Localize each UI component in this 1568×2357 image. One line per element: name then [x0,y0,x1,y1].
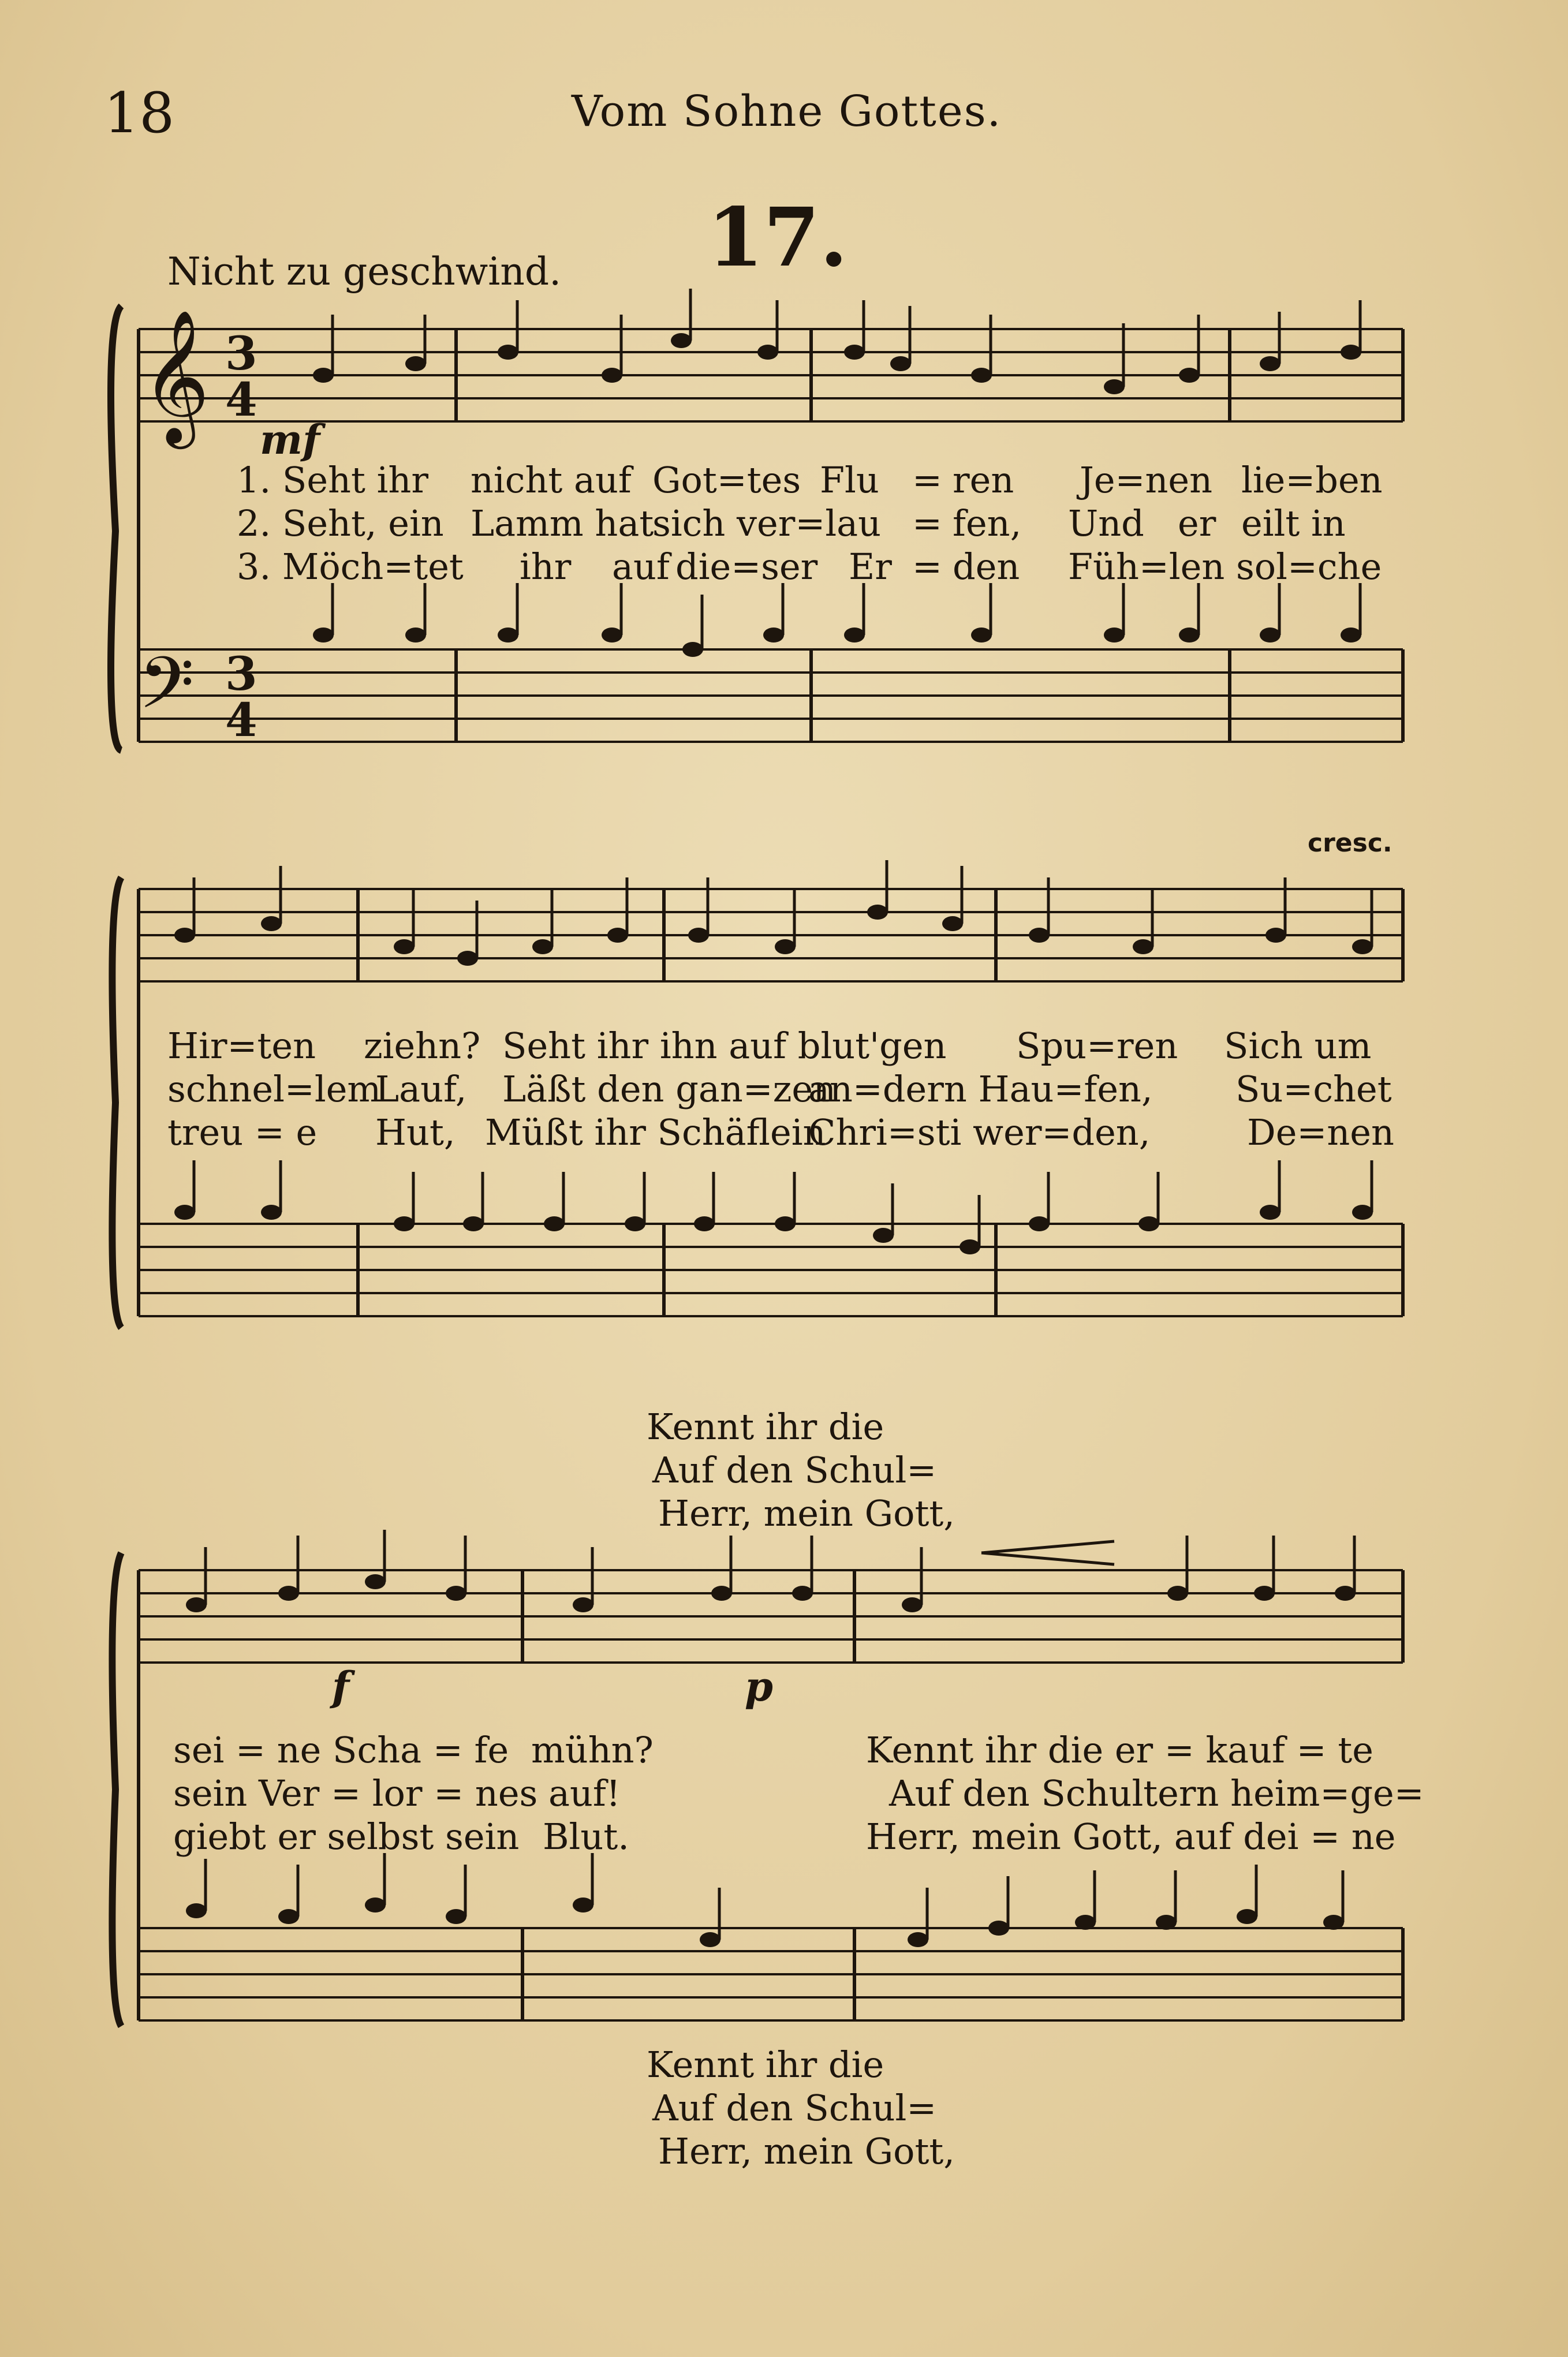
lyric-s2-v3-4: Chri=sti wer=den, [808,1111,1151,1153]
lyric-s3-v2-1: sein Ver = lor = nes [173,1772,538,1814]
lyric-s1-v3-6: = [912,546,942,588]
lyric-s1-v3-4: die=ser [675,546,818,588]
system3-brace [112,1553,121,2026]
lyric-s2-v3-1: treu = e [167,1111,318,1153]
lyric-s2-v1-4: Spu=ren [1016,1025,1178,1067]
lyric-s1-v3-7: den [953,546,1020,588]
lyric-s1-v1-7: Je=nen [1080,459,1213,501]
cue-lower-3: Herr, mein Gott, [658,2130,955,2172]
bass-clef-icon: 𝄢 [139,642,195,742]
lyric-s3-v1-1: sei = ne Scha = fe [173,1729,509,1771]
lyric-s1-v3-3: auf [612,546,670,588]
svg-text:3: 3 [225,647,257,701]
cue-lower-1: Kennt ihr die [647,2044,884,2086]
cue-upper-1: Kennt ihr die [647,1406,884,1448]
lyric-s2-v1-3: Seht ihr ihn auf blut'gen [502,1025,947,1067]
dynamic-mf: mf [260,416,320,464]
lyric-s2-v2-4: an=dern Hau=fen, [808,1068,1153,1110]
lyric-s2-v2-5: Su=chet [1235,1068,1392,1110]
running-head: Vom Sohne Gottes. [572,87,1002,136]
system1-bass-staff [139,649,1403,742]
lyric-s1-v3-2: ihr [520,546,572,588]
lyric-s1-v1-3: Got=tes [652,459,801,501]
lyric-s3-v3-1: giebt er selbst sein [173,1816,520,1858]
lyric-s1-v1-5: = [912,459,942,501]
svg-text:3: 3 [225,326,257,380]
lyric-s2-v3-5: De=nen [1247,1111,1394,1153]
lyric-s3-v1-2: mühn? [531,1729,654,1771]
dynamic-p: p [745,1663,773,1710]
lyric-s1-v2-2: Lamm hat [471,502,654,544]
lyric-s1-v2-6: Und [1068,502,1144,544]
cue-upper-3: Herr, mein Gott, [658,1492,955,1534]
cue-lower-2: Auf den Schul= [652,2087,937,2129]
system1-brace [111,306,121,750]
lyric-s3-v3-2: Blut. [543,1816,629,1858]
treble-clef-icon: 𝄞 [141,309,210,443]
lyric-s2-v3-2: Hut, [375,1111,456,1153]
lyric-s1-v2-3: sich ver=lau [652,502,882,544]
lyric-s1-v1-2: nicht auf [471,459,632,501]
lyric-s2-v1-1: Hir=ten [167,1025,316,1067]
lyric-s1-v2-7: er [1178,502,1216,544]
system2-treble-staff [139,889,1403,981]
lyric-s1-v2-8: eilt in [1241,502,1346,544]
svg-text:4: 4 [225,372,257,427]
lyric-s2-v3-3: Müßt ihr Schäflein [485,1111,826,1153]
lyric-s3-v2-3: Auf den Schultern heim=ge= [889,1772,1424,1814]
page-number: 18 [104,81,175,145]
lyric-s3-v3-3: Herr, mein Gott, auf dei = ne [866,1816,1396,1858]
lyric-s1-v3-5: Er [849,546,892,588]
dynamic-f: f [332,1663,350,1710]
lyric-s1-v2-5: fen, [953,502,1022,544]
tempo-marking: Nicht zu geschwind. [167,249,562,294]
lyric-s2-v1-5: Sich um [1224,1025,1372,1067]
lyric-s1-v1-1: 1. Seht ihr [237,459,428,501]
lyric-s2-v2-1: schnel=lem [167,1068,382,1110]
lyric-s2-v2-3: Läßt den gan=zen [502,1068,837,1110]
lyric-s3-v2-2: auf! [548,1772,621,1814]
lyric-s1-v3-8: Füh=len sol=che [1068,546,1382,588]
system3-bass-staff [139,1928,1403,2020]
lyric-s3-v1-3: Kennt ihr die er = kauf = te [866,1729,1373,1771]
crescendo-hairpin [981,1541,1114,1564]
lyric-s1-v2-1: 2. Seht, ein [237,502,444,544]
lyric-s1-v1-4: Flu [820,459,879,501]
lyric-s2-v2-2: Lauf, [375,1068,467,1110]
cue-upper-2: Auf den Schul= [652,1449,937,1491]
dynamic-cresc: cresc. [1308,828,1392,858]
system2-bass-staff [139,1224,1403,1316]
system3-treble-staff [139,1570,1403,1663]
svg-text:4: 4 [225,693,257,747]
lyric-s2-v1-2: ziehn? [364,1025,481,1067]
lyric-s1-v2-4: = [912,502,942,544]
lyric-s1-v1-6: ren [953,459,1014,501]
system2-brace [112,877,121,1328]
lyric-s1-v1-8: lie=ben [1241,459,1383,501]
lyric-s1-v3-1: 3. Möch=tet [237,546,464,588]
hymn-number: 17. [707,190,848,285]
